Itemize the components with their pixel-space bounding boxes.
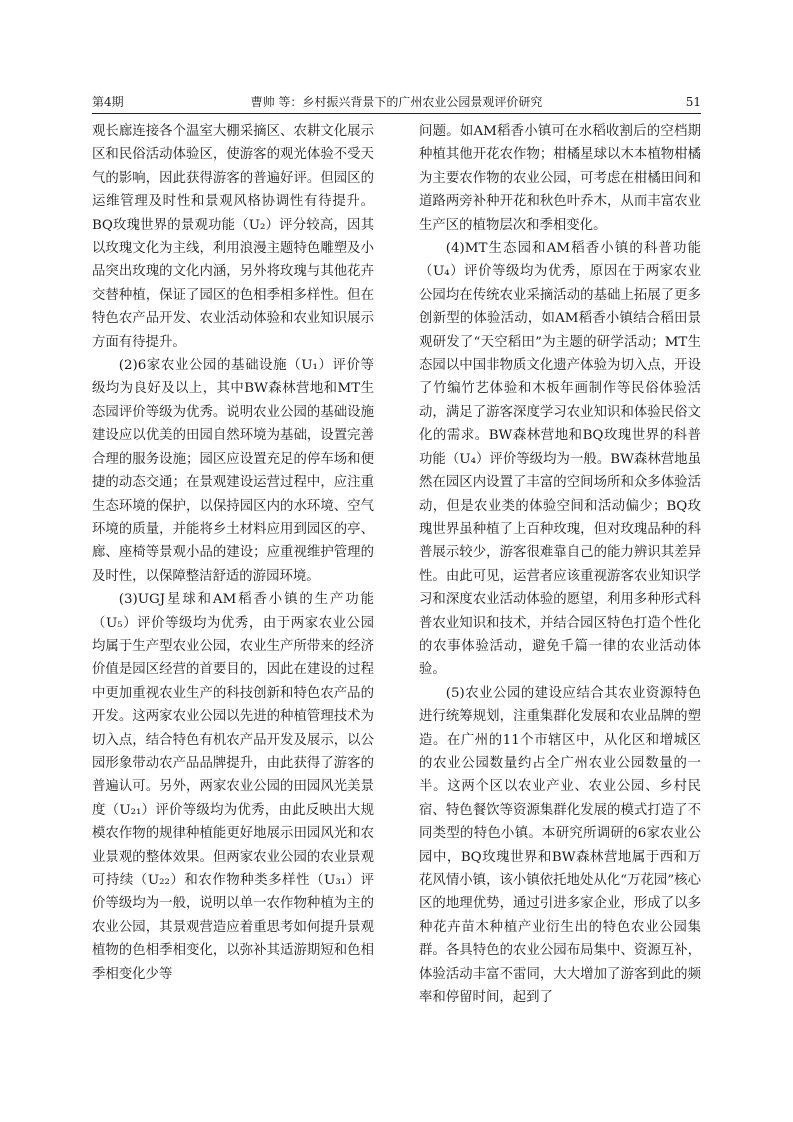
paragraph: (2)6家农业公园的基础设施（U₁）评价等级均为良好及以上，其中BW森林营地和MT生态园评价等级为优秀。说明农业公园的基础设施建设应以优美的田园自然环境为基础，设置完善合理的服务设施；园区应设置充足的停车场和便捷的动态交通；在景观建设运营过程中，应注重生态环境的保护，以保持园区内的水环境、空气环境的质量，并能将乡土材料应用到园区的亭、廊、座椅等景观小品的建设；应重视维护管理的及时性，以保障整洁舒适的游园环境。: [92, 358, 374, 584]
paragraph: (3)UGJ星球和AM稻香小镇的生产功能（U₅）评价等级均为优秀，由于两家农业公园均属于生产型农业公园，农业生产所带来的经济价值是园区经营的首要目的，因此在建设的过程中更加重视农业生产的科技创新和特色农产品的开发。这两家农业公园以先进的种植管理技术为切入点，结合特色有机农产品开发及展示，以公园形象带动农产品品牌提升，由此获得了游客的普遍认可。另外，两家农业公园的田园风光美景度（U₂₁）评价等级均为优秀，由此反映出大规模农作物的规律种植能更好地展示田园风光和农业景观的整体效果。但两家农业公园的农业景观可持续（U₂₂）和农作物种类多样性（U₃₁）评价等级均为一般，说明以单一农作物种植为主的农业公园，其景观营造应着重思考如何提升景观植物的色相季相变化，以弥补其适游期短和色相季相变化少等: [92, 592, 374, 982]
header-rule: [92, 113, 701, 114]
paragraph: 问题。如AM稻香小镇可在水稻收割后的空档期种植其他开花农作物；柑橘星球以木本植物柑橘为主要农作物的农业公园，可考虑在柑橘田间和道路两旁补种开花和秋色叶乔木，从而丰富农业生产区的植物层次和季相变化。: [419, 124, 701, 233]
running-header: [92, 92, 701, 112]
page-number: 51: [685, 95, 701, 109]
paragraph: (5)农业公园的建设应结合其农业资源特色进行统筹规划，注重集群化发展和农业品牌的塑造。在广州的11个市辖区中，从化区和增城区的农业公园数量约占全广州农业公园数量的一半。这两个区以农业产业、农业公园、乡村民宿、特色餐饮等资源集群化发展的模式打造了不同类型的特色小镇。本研究所调研的6家农业公园中，BQ玫瑰世界和BW森林营地属于西和万花风情小镇，该小镇依托地处从化“万花园”核心区的地理优势，通过引进多家企业，形成了以多种花卉苗木种植产业衍生出的特色农业公园集群。各具特色的农业公园布局集中、资源互补，体验活动丰富不雷同，大大增加了游客到此的频率和停留时间，起到了: [419, 685, 701, 1006]
right-column: [419, 120, 701, 1009]
running-title: 曹帅 等：乡村振兴背景下的广州农业公园景观评价研究: [250, 95, 543, 109]
left-column: [92, 120, 374, 986]
paragraph: 观长廊连接各个温室大棚采摘区、农耕文化展示区和民俗活动体验区，使游客的观光体验不受天气的影响，因此获得游客的普遍好评。但园区的运维管理及时性和景观风格协调性有待提升。BQ玫瑰世界的景观功能（U₂）评分较高，因其以玫瑰文化为主线，利用浪漫主题特色雕塑及小品突出玫瑰的文化内涵，另外将玫瑰与其他花卉交替种植，保证了园区的色相季相多样性。但在特色农产品开发、农业活动体验和农业知识展示方面有待提升。: [92, 124, 374, 350]
paragraph: (4)MT生态园和AM稻香小镇的科普功能（U₄）评价等级均为优秀，原因在于两家农业公园均在传统农业采摘活动的基础上拓展了更多创新型的体验活动，如AM稻香小镇结合稻田景观研发了“天空稻田”为主题的研学活动；MT生态园以中国非物质文化遗产体验为切入点，开设了竹编竹艺体验和木板年画制作等民俗体验活动，满足了游客深度学习农业知识和体验民俗文化的需求。BW森林营地和BQ玫瑰世界的科普功能（U₄）评价等级均为一般。BW森林营地虽然在园区内设置了丰富的空间场所和众多体验活动，但是农业类的体验空间和活动偏少；BQ玫瑰世界虽种植了上百种玫瑰，但对玫瑰品种的科普展示较少，游客很难靠自己的能力辨识其差异性。由此可见，运营者应该重视游客农业知识学习和深度农业活动体验的愿望，利用多种形式科普农业知识和技术，并结合园区特色打造个性化的农事体验活动，避免千篇一律的农业活动体验。: [419, 241, 701, 678]
issue-number: 第4期: [92, 95, 124, 109]
